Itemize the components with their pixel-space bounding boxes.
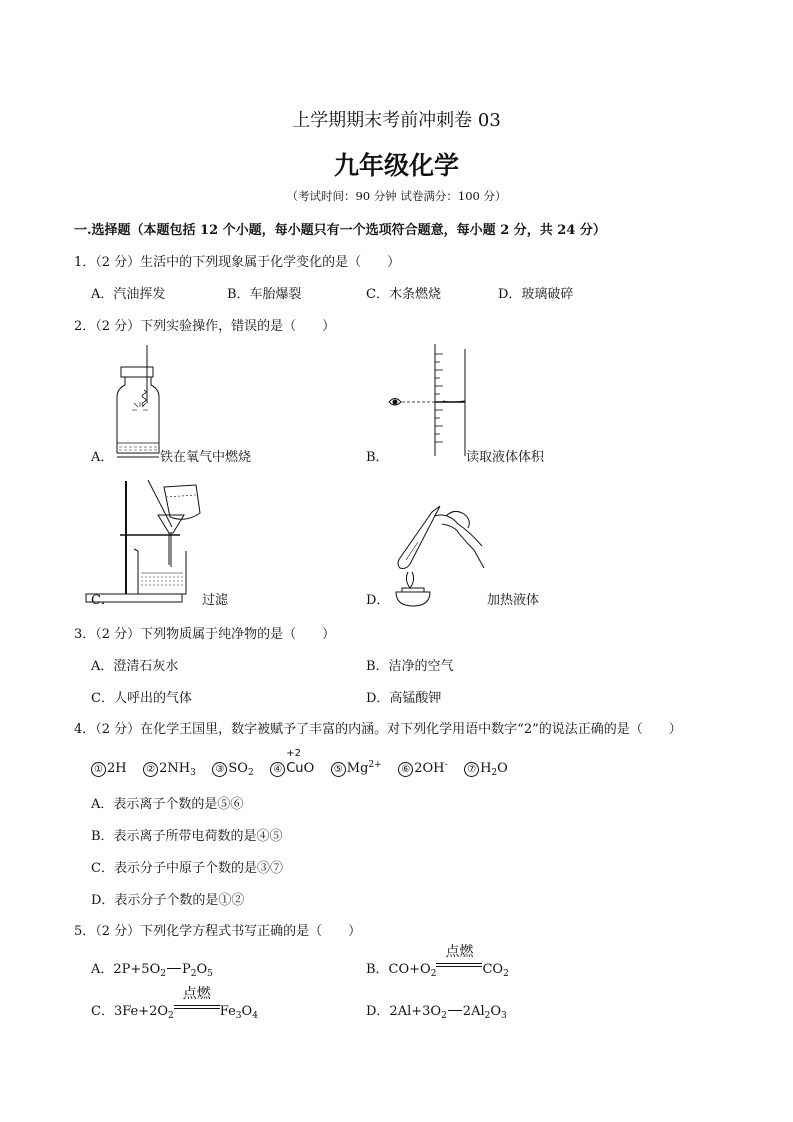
- q3-option-b: B．洁净的空气: [366, 659, 454, 674]
- q4-option-a: A．表示离子个数的是⑤⑥: [91, 797, 244, 812]
- iron-burning-bottle-figure: [112, 345, 172, 460]
- q1-option-c: C．木条燃烧: [366, 287, 441, 302]
- q1-stem: 1．（2 分）生活中的下列现象属于化学变化的是（ ）: [74, 255, 401, 270]
- reaction-condition-arrow: [436, 944, 482, 973]
- q1-option-d: D．玻璃破碎: [498, 287, 574, 302]
- item-number: ⑤: [331, 762, 346, 777]
- q2-option-d-letter: D．: [366, 593, 390, 608]
- q5-option-a: A．$2P+5O_2$ $P_2O_5$: [91, 962, 213, 979]
- q3-stem: 3．（2 分）下列物质属于纯净物的是（ ）: [74, 627, 336, 642]
- q2-stem: 2．（2 分）下列实验操作，错误的是（ ）: [74, 319, 336, 334]
- q3-option-d: D．高锰酸钾: [366, 691, 442, 706]
- q4-option-d: D．表示分子个数的是①②: [91, 893, 245, 908]
- equals-sign: [167, 968, 181, 969]
- item-number: ⑦: [464, 762, 479, 777]
- q4-option-b: B．表示离子所带电荷数的是④⑤: [91, 829, 283, 844]
- q2-option-c-letter: C．: [91, 593, 114, 608]
- symbol-item-4: ④ +2 CuO: [270, 761, 314, 776]
- symbol-item-7: ⑦ $H_2O$: [464, 761, 508, 776]
- symbol-item-3: ③ $SO_2$: [212, 761, 253, 776]
- heating-liquid-figure: [388, 498, 498, 608]
- exam-info: （考试时间：90 分钟 试卷满分：100 分）: [286, 189, 507, 203]
- item-number: ④: [270, 762, 285, 777]
- subject-title: 九年级化学: [333, 151, 459, 180]
- item-number: ①: [91, 762, 106, 777]
- symbol-item-2: ② $2NH_3$: [143, 761, 196, 776]
- item-number: ③: [212, 762, 227, 777]
- condition-label: 点燃: [445, 944, 474, 960]
- section-heading: 一.选择题（本题包括 12 个小题，每小题只有一个选项符合题意，每小题 2 分，共 24 分）: [74, 223, 606, 238]
- q3-option-a: A．澄清石灰水: [91, 659, 179, 674]
- q5-option-d: D．$2Al+3O_2$ $2Al_2O_3$: [366, 1004, 507, 1021]
- condition-label: 点燃: [182, 986, 211, 1002]
- q1-option-a: A．汽油挥发: [91, 287, 166, 302]
- valence-mark: +2: [286, 748, 301, 759]
- q1-option-b: B．车胎爆裂: [227, 287, 302, 302]
- q2-option-b-caption: 读取液体体积: [466, 450, 545, 465]
- filtration-setup-figure: [86, 477, 206, 605]
- q2-option-d-caption: 加热液体: [487, 593, 540, 608]
- q2-option-b-letter: B．: [366, 450, 389, 465]
- exam-title: 上学期期末考前冲刺卷 03: [292, 110, 501, 131]
- item-number: ⑥: [398, 762, 413, 777]
- equals-sign: [448, 1010, 462, 1011]
- q4-symbol-list: [91, 748, 508, 778]
- q5-option-b: B．$CO+O_2$ 点燃 $CO_2$: [366, 958, 509, 979]
- symbol-item-5: ⑤ $Mg^{2+}$: [331, 761, 382, 776]
- q5-option-c: C．$3Fe+2O_2$ 点燃 $Fe_3O_4$: [91, 1000, 258, 1021]
- reaction-condition-arrow: [174, 986, 220, 1015]
- graduated-cylinder-figure: [385, 344, 475, 459]
- q2-option-a-letter: A．: [91, 450, 114, 465]
- symbol-item-6: ⑥ 2OH-: [398, 761, 447, 776]
- q3-option-c: C．人呼出的气体: [91, 691, 192, 706]
- symbol-item-1: ① 2H: [91, 761, 127, 776]
- q2-option-a-caption: 铁在氧气中燃烧: [160, 450, 252, 465]
- item-number: ②: [143, 762, 158, 777]
- q5-stem: 5．（2 分）下列化学方程式书写正确的是（ ）: [74, 924, 362, 939]
- q4-stem: 4．（2 分）在化学王国里，数字被赋予了丰富的内涵。对下列化学用语中数字“2”的说法正确的是（ ）: [74, 722, 682, 737]
- q2-option-c-caption: 过滤: [202, 593, 229, 608]
- q4-option-c: C．表示分子中原子个数的是③⑦: [91, 861, 283, 876]
